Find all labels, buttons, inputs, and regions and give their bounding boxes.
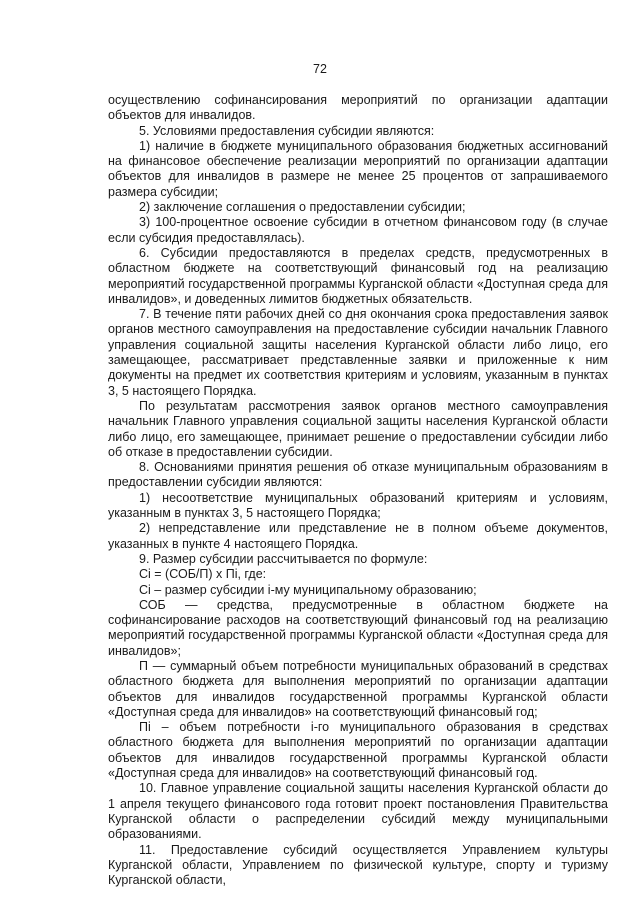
paragraph-item-11: 11. Предоставление субсидий осуществляется Управлением культуры Курганской области, Управлением по физической культуре, спорту и туризму Курганской области, xyxy=(108,842,608,888)
paragraph-item-6: 6. Субсидии предоставляются в пределах средств, предусмотренных в областном бюджете на соответствующий финансовый год на реализацию мероприятий государственной программы Курганской области «Доступная среда для инвалидов», и доведенных лимитов бюджетных обязательств. xyxy=(108,245,608,306)
paragraph-item-5: 5. Условиями предоставления субсидии являются: xyxy=(139,123,435,138)
formula-line: Ci = (СОБ/П) x Пi, где: xyxy=(139,567,267,582)
paragraph-item-8: 8. Основаниями принятия решения об отказе муниципальным образованиям в предоставлении субсидии являются: xyxy=(108,460,608,490)
paragraph-continuation: осуществлению софинансирования мероприятий по организации адаптации объектов для инвалидов. xyxy=(108,93,608,123)
formula-sob-definition: СОБ — средства, предусмотренные в областном бюджете на софинансирование расходов на соответствующий финансовый год на реализацию мероприятий государственной программы Курганской области «Доступная среда для инвалидов»; xyxy=(108,597,608,658)
paragraph-item-5-2: 2) заключение соглашения о предоставлении субсидии; xyxy=(139,200,466,215)
paragraph-item-8-1: 1) несоответствие муниципальных образований критериям и условиям, указанным в пунктах 3, 5 настоящего Порядка; xyxy=(108,490,608,521)
formula-p-definition: П — суммарный объем потребности муниципальных образований в средствах областного бюджета для выполнения мероприятий по организации адаптации объектов для инвалидов государственной программы Курганской области «Доступная среда для инвалидов» на соответствующий финансовый год; xyxy=(108,658,608,719)
formula-pi-definition: Пi – объем потребности i-го муниципального образования в средствах областного бюджета для выполнения мероприятий по организации адаптации объектов для инвалидов государственной программы Курганской области «Доступная среда для инвалидов» на соответствующий финансовый год. xyxy=(108,720,608,781)
page-number: 72 xyxy=(313,62,327,76)
document-body xyxy=(108,93,608,888)
paragraph-item-5-1: 1) наличие в бюджете муниципального образования бюджетных ассигнований на финансовое обеспечение реализации мероприятий по организации адаптации объектов для инвалидов в размере не менее 25 процентов от запрашиваемого размера субсидии; xyxy=(108,138,608,199)
formula-ci-definition: Ci – размер субсидии i-му муниципальному образованию; xyxy=(139,582,477,597)
paragraph-item-5-3: 3) 100-процентное освоение субсидии в отчетном финансовом году (в случае если субсидия предоставлялась). xyxy=(108,215,608,245)
paragraph-item-10: 10. Главное управление социальной защиты населения Курганской области до 1 апреля текущего финансового года готовит проект постановления Правительства Курганской области о распределении субсидий между муниципальными образованиями. xyxy=(108,781,608,842)
paragraph-item-8-2: 2) непредставление или представление не в полном объеме документов, указанных в пункте 4 настоящего Порядка. xyxy=(108,521,608,551)
paragraph-item-7: 7. В течение пяти рабочих дней со дня окончания срока предоставления заявок органов местного самоуправления на предоставление субсидии начальник Главного управления социальной защиты населения Курганской области либо лицо, его замещающее, рассматривает представленные заявки и приложенные к ним документы на предмет их соответствия критериям и условиям, указанным в пунктах 3, 5 настоящего Порядка. xyxy=(108,307,608,398)
paragraph-item-7-decision: По результатам рассмотрения заявок органов местного самоуправления начальник Главного управления социальной защиты населения Курганской области либо лицо, его замещающее, принимает решение о предоставлении субсидии либо об отказе в предоставлении субсидии. xyxy=(108,398,608,459)
paragraph-item-9: 9. Размер субсидии рассчитывается по формуле: xyxy=(139,551,428,566)
